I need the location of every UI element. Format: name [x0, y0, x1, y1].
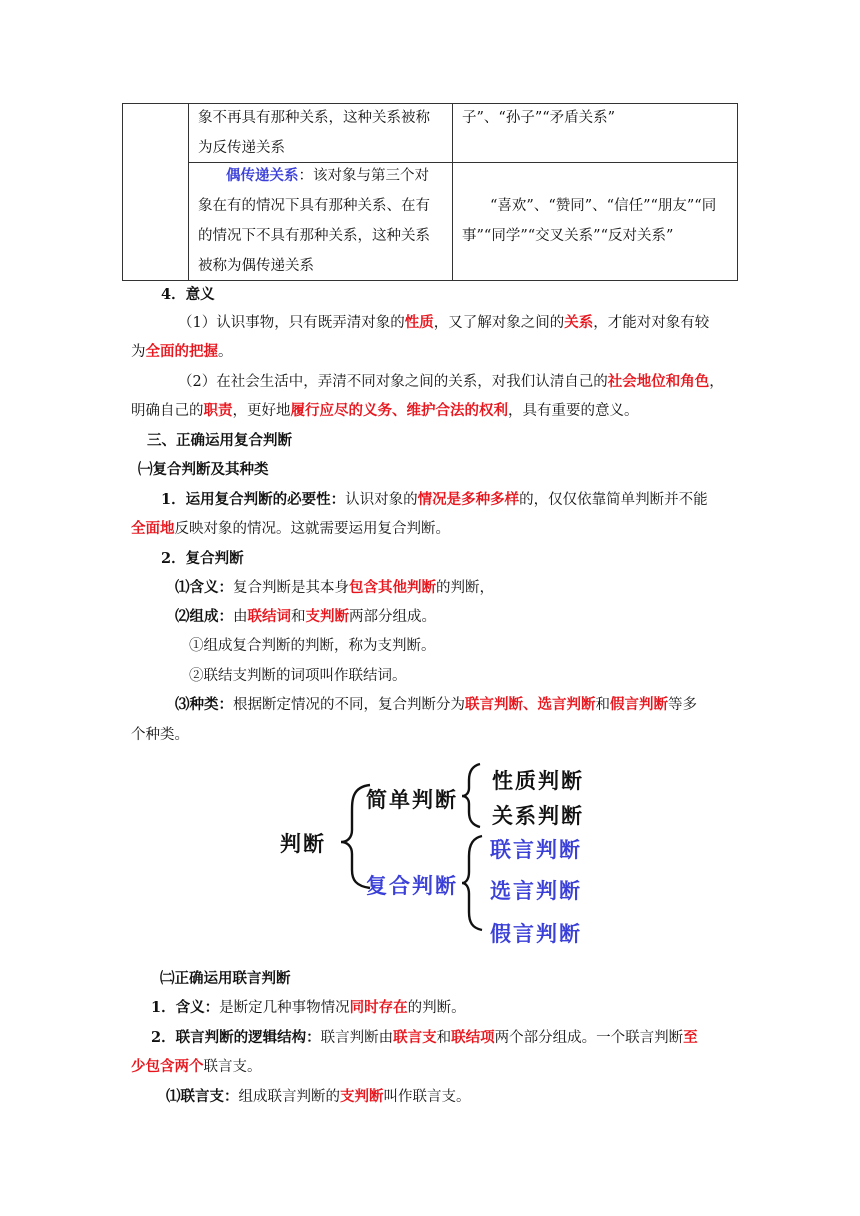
text: 的判断。 [407, 1000, 466, 1016]
paragraph-line [151, 1027, 698, 1049]
item-label: ⑶种类： [175, 696, 233, 713]
table-cell-row1-desc [198, 103, 430, 163]
text: 两部分组成。 [349, 609, 436, 625]
diagram-compound-item: 联言判断 [490, 838, 582, 862]
paragraph-line [131, 400, 639, 422]
item-label: 2．联言判断的逻辑结构： [151, 1029, 321, 1046]
item-label: ⑴含义： [175, 579, 233, 596]
table-cell-row1-examples [462, 103, 615, 133]
paragraph-line [178, 371, 724, 393]
cell-text-line: “喜欢”、“赞同”、“信任”“朋友”“同 [490, 198, 717, 214]
highlight-red: 联结词 [247, 608, 291, 625]
cell-text: ：该对象与第三个对 [298, 168, 429, 184]
simple-brace [462, 764, 480, 827]
cell-text-line: 被称为偶传递关系 [198, 258, 314, 274]
highlight-red: 少包含两个 [131, 1058, 204, 1075]
item-label: 1．含义： [151, 999, 220, 1016]
highlight-red: 包含其他判断 [349, 579, 436, 596]
highlight-red: 职责 [203, 402, 233, 419]
diagram-root-label: 判断 [280, 832, 326, 856]
highlight-red: 假言判断 [610, 696, 668, 713]
subsection-heading-1: ㈠复合判断及其种类 [138, 461, 269, 478]
text: 等多 [668, 697, 697, 713]
cell-text-line: 象在有的情况下具有那种关系、在有 [198, 198, 430, 214]
table-divider-2 [452, 103, 453, 281]
paragraph-line [175, 606, 436, 628]
table-border-right [737, 103, 738, 281]
table-divider-1 [188, 103, 189, 281]
diagram-compound-item: 假言判断 [490, 922, 582, 946]
highlight-red: 支判断 [340, 1088, 384, 1105]
paragraph-line [175, 694, 697, 716]
text: 复合判断是其本身 [233, 580, 349, 596]
text: 反映对象的情况。这就需要运用复合判断。 [174, 521, 450, 537]
compound-brace [462, 836, 482, 930]
paragraph-line [161, 489, 708, 511]
diagram-simple-item: 性质判断 [492, 769, 584, 793]
paragraph-line: ①组成复合判断的判断，称为支判断。 [189, 638, 436, 654]
text: 和 [436, 1030, 452, 1046]
diagram-simple-label: 简单判断 [366, 788, 458, 812]
highlight-red: 支判断 [305, 608, 349, 625]
paragraph-line [178, 312, 709, 334]
cell-text-line: 为反传递关系 [198, 140, 285, 156]
paragraph-line [131, 518, 450, 540]
highlight-red: 情况是多种多样 [417, 491, 520, 508]
paragraph-line [151, 997, 466, 1019]
text: 根据断定情况的不同，复合判断分为 [233, 697, 465, 713]
highlight-red: 联结项 [451, 1029, 495, 1046]
section-heading-4: 4．意义 [161, 286, 215, 303]
highlight-red: 联言支 [393, 1029, 437, 1046]
text: 是断定几种事物情况 [219, 1000, 350, 1016]
paragraph-line [166, 1086, 471, 1108]
highlight-red: 关系 [564, 314, 594, 331]
text: 的判断， [436, 580, 494, 596]
diagram-compound-item: 选言判断 [490, 879, 582, 903]
cell-text-line: 象不再具有那种关系，这种关系被称 [198, 110, 430, 126]
paragraph-line [175, 577, 494, 599]
highlight-red: 全面的把握 [145, 343, 218, 360]
highlight-red: 社会地位和角色 [607, 373, 710, 390]
subsection-heading-2: ㈡正确运用联言判断 [160, 970, 291, 987]
text: 和 [291, 609, 306, 625]
term-highlight: 偶传递关系 [226, 167, 299, 184]
highlight-red: 全面地 [131, 520, 175, 537]
table-cell-row2-desc [198, 161, 430, 281]
text: 的，仅仅依靠简单判断并不能 [519, 492, 708, 508]
cell-text-line: 子”、“孙子”“矛盾关系” [462, 110, 616, 126]
section-heading-3: 三、正确运用复合判断 [147, 432, 292, 449]
paragraph-line [131, 1056, 262, 1078]
cell-text-line: 的情况下不具有那种关系，这种关系 [198, 228, 430, 244]
diagram-compound-label: 复合判断 [366, 874, 458, 898]
text: 明确自己的 [131, 403, 204, 419]
diagram-simple-item: 关系判断 [492, 804, 584, 828]
highlight-red: 履行应尽的义务、维护合法的权利 [290, 402, 508, 419]
cell-text-line: 事”“同学”“交叉关系”“反对关系” [462, 228, 674, 244]
highlight-red: 性质 [404, 314, 434, 331]
text: ，具有重要的意义。 [508, 403, 639, 419]
text: 为 [131, 344, 146, 360]
text: （1）认识事物，只有既弄清对象的 [178, 315, 405, 331]
item-label: ⑵组成： [175, 608, 233, 625]
paragraph-line [131, 341, 233, 363]
text: ， [709, 374, 724, 390]
text: （2）在社会生活中，弄清不同对象之间的关系，对我们认清自己的 [178, 374, 608, 390]
paragraph-line: ②联结支判断的词项叫作联结词。 [189, 668, 407, 684]
text: 叫作联言支。 [383, 1089, 471, 1105]
text: 两个部分组成。一个联言判断 [494, 1030, 684, 1046]
highlight-red: 至 [683, 1029, 698, 1046]
item-label: ⑴联言支： [166, 1088, 239, 1105]
text: 联言支。 [203, 1059, 262, 1075]
text: 和 [595, 697, 610, 713]
text: 认识对象的 [345, 492, 418, 508]
text: ，更好地 [232, 403, 291, 419]
table-border-left [122, 103, 123, 281]
text: ，才能对对象有较 [593, 315, 710, 331]
text: 联言判断由 [320, 1030, 394, 1046]
text: 。 [218, 344, 233, 360]
item-heading: 2．复合判断 [161, 550, 244, 567]
text: 由 [233, 609, 248, 625]
highlight-red: 联言判断、选言判断 [465, 696, 596, 713]
item-label: 1．运用复合判断的必要性： [161, 491, 346, 508]
highlight-red: 同时存在 [349, 999, 408, 1016]
text: 组成联言判断的 [238, 1089, 340, 1105]
relation-table [122, 103, 738, 281]
text: ，又了解对象之间的 [433, 315, 565, 331]
table-cell-row2-examples [462, 191, 716, 251]
paragraph-line: 个种类。 [131, 727, 189, 743]
